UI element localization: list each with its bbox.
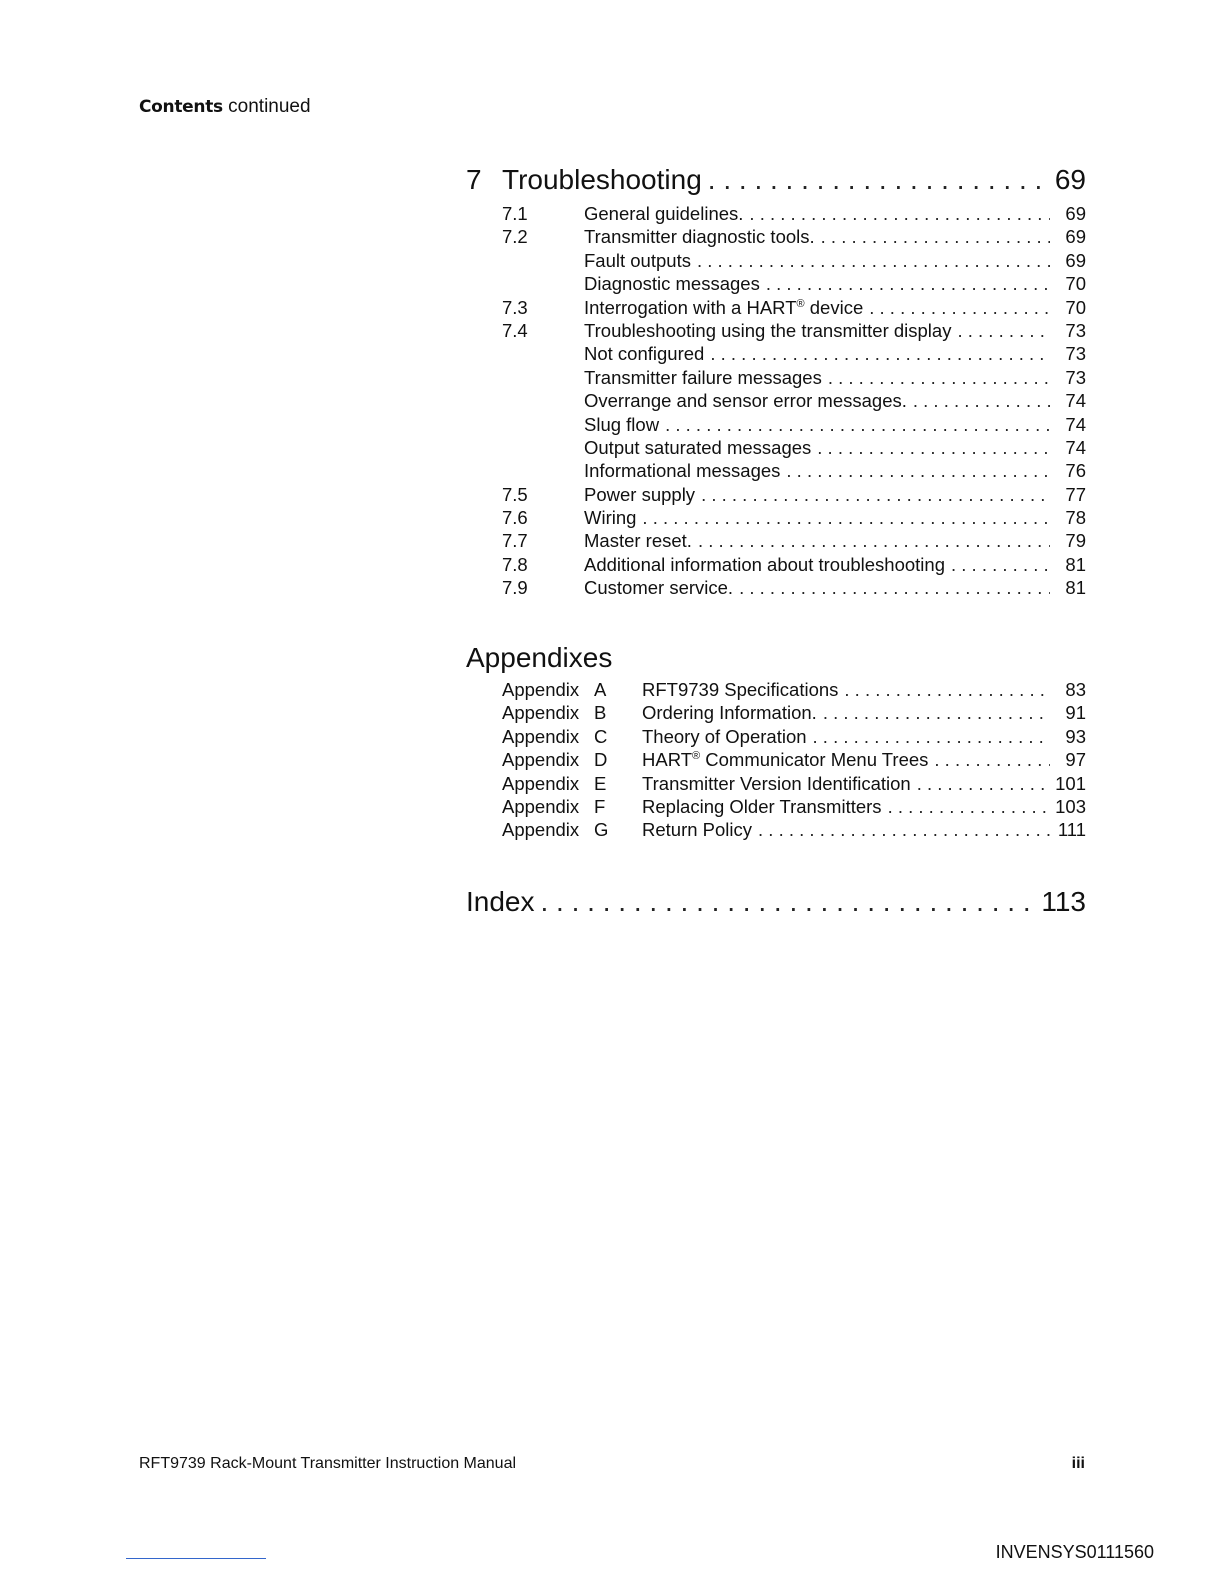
dot-leader	[844, 678, 1050, 701]
section-title: Power supply	[584, 483, 696, 505]
section-page: 70	[1065, 296, 1086, 318]
appendix-entry[interactable]	[466, 678, 1086, 701]
appendix-page: 101	[1055, 772, 1086, 794]
dot-leader	[828, 366, 1050, 389]
section-number: 7.2	[502, 226, 528, 248]
dot-leader	[766, 272, 1050, 295]
toc-entry[interactable]	[466, 529, 1086, 552]
appendix-entry[interactable]	[466, 795, 1086, 818]
dot-leader	[698, 529, 1050, 552]
appendix-label: Appendix	[502, 772, 580, 794]
appendix-letter: G	[594, 819, 609, 841]
section-page: 74	[1065, 413, 1086, 435]
title-part: Communicator Menu Trees	[700, 749, 929, 771]
appendix-label: Appendix	[502, 702, 580, 724]
appendix-label: Appendix	[502, 725, 580, 747]
section-number: 7.4	[502, 319, 528, 341]
section-title: Overrange and sensor error messages.	[584, 390, 907, 412]
appendix-entry[interactable]	[466, 748, 1086, 771]
section-number: 7.6	[502, 507, 528, 529]
toc-entry[interactable]	[466, 319, 1086, 342]
section-page: 78	[1065, 507, 1086, 529]
dot-leader	[813, 725, 1050, 748]
toc-entry[interactable]	[466, 459, 1086, 482]
appendix-title: Return Policy	[642, 819, 753, 841]
appendix-label: Appendix	[502, 795, 580, 817]
footer-page-number: iii	[1071, 1455, 1085, 1472]
toc-entry[interactable]	[466, 202, 1086, 225]
dot-leader	[701, 483, 1050, 506]
dot-leader	[951, 553, 1050, 576]
appendix-label: Appendix	[502, 749, 580, 771]
appendix-page: 93	[1065, 725, 1086, 747]
section-number: 7.1	[502, 203, 528, 224]
toc-entry[interactable]	[466, 225, 1086, 248]
section-page: 77	[1065, 483, 1086, 505]
dot-leader	[934, 748, 1050, 771]
section-title: Additional information about troubleshooting	[584, 553, 945, 575]
appendix-title: Ordering Information.	[642, 702, 817, 724]
section-page: 74	[1065, 390, 1086, 412]
chapter-page: 69	[1054, 164, 1086, 195]
appendixes-heading: Appendixes	[466, 642, 613, 673]
section-page: 73	[1065, 366, 1086, 388]
section-page: 76	[1065, 460, 1086, 482]
section-title: General guidelines.	[584, 203, 744, 224]
appendix-page: 111	[1057, 819, 1086, 841]
appendix-title: Transmitter Version Identification	[642, 772, 911, 794]
section-title: Diagnostic messages	[584, 273, 760, 295]
section-title: Slug flow	[584, 413, 660, 435]
dot-leader	[957, 319, 1050, 342]
section-number: 7.9	[502, 577, 528, 599]
chapter-number: 7	[466, 164, 482, 195]
dot-leader	[817, 436, 1050, 459]
appendix-label: Appendix	[502, 819, 580, 841]
dot-leader	[821, 225, 1050, 248]
toc-entry[interactable]	[466, 553, 1086, 576]
registered-mark: ®	[692, 750, 701, 763]
dot-leader	[913, 389, 1050, 412]
appendix-letter: C	[594, 725, 608, 747]
bates-number: INVENSYS0111560	[995, 1542, 1154, 1562]
appendix-entry[interactable]	[466, 772, 1086, 795]
toc-entry[interactable]	[466, 576, 1086, 599]
appendix-title: Theory of Operation	[642, 725, 807, 747]
toc-entry[interactable]	[466, 389, 1086, 412]
title-part: HART	[642, 749, 693, 771]
footer-manual-title: RFT9739 Rack-Mount Transmitter Instruction Manual	[139, 1455, 517, 1472]
appendix-page: 97	[1065, 749, 1086, 771]
appendix-letter: E	[594, 772, 607, 794]
section-number: 7.8	[502, 553, 528, 575]
appendix-entry[interactable]	[466, 725, 1086, 748]
section-title: Wiring	[584, 507, 637, 529]
dot-leader	[541, 882, 1036, 922]
appendix-title: Replacing Older Transmitters	[642, 795, 882, 817]
section-title: Transmitter failure messages	[584, 366, 822, 388]
dot-leader	[665, 413, 1050, 436]
section-title: Informational messages	[584, 460, 781, 482]
section-number: 7.3	[502, 296, 528, 318]
section-number: 7.5	[502, 483, 528, 505]
dot-leader	[708, 160, 1049, 200]
toc-index	[466, 882, 1086, 922]
appendix-title	[642, 748, 934, 771]
dot-leader	[642, 506, 1050, 529]
section-title: Troubleshooting using the transmitter display	[584, 319, 952, 341]
section-page: 69	[1065, 249, 1086, 271]
section-title: Master reset.	[584, 530, 692, 552]
section-page: 70	[1065, 273, 1086, 295]
header-bold: Contents	[139, 97, 223, 117]
toc-entry[interactable]	[466, 366, 1086, 389]
chapter-title: Troubleshooting	[502, 164, 702, 195]
dot-leader	[823, 701, 1050, 724]
section-page: 74	[1065, 436, 1086, 458]
appendix-letter: D	[594, 749, 608, 771]
section-page: 81	[1065, 577, 1086, 599]
dot-leader	[917, 772, 1049, 795]
toc-entry[interactable]	[466, 413, 1086, 436]
index-heading[interactable]	[466, 882, 1086, 922]
section-number: 7.7	[502, 530, 528, 552]
registered-mark: ®	[796, 297, 805, 310]
section-page: 79	[1065, 530, 1086, 552]
title-part: device	[804, 296, 864, 318]
toc-chapter-7	[466, 160, 1086, 600]
title-part: Interrogation with a HART	[584, 296, 797, 318]
dot-leader	[710, 342, 1050, 365]
appendix-page: 83	[1065, 679, 1086, 700]
section-page: 69	[1065, 226, 1086, 248]
dot-leader	[739, 576, 1050, 599]
dot-leader	[749, 202, 1050, 225]
toc-entry[interactable]	[466, 249, 1086, 272]
index-title: Index	[466, 886, 535, 917]
toc-appendixes	[466, 638, 1086, 842]
section-title: Fault outputs	[584, 249, 691, 271]
page-header	[139, 96, 311, 118]
toc-entry[interactable]	[466, 296, 1086, 319]
appendix-letter: A	[594, 679, 607, 700]
toc-entry[interactable]	[466, 272, 1086, 295]
appendix-entry[interactable]	[466, 818, 1086, 841]
section-page: 73	[1065, 343, 1086, 365]
section-title: Transmitter diagnostic tools.	[584, 226, 815, 248]
toc-entry[interactable]	[466, 506, 1086, 529]
appendix-letter: B	[594, 702, 607, 724]
link-underline	[126, 1558, 266, 1559]
section-title	[584, 296, 869, 319]
section-page: 81	[1065, 553, 1086, 575]
appendix-title: RFT9739 Specifications	[642, 679, 839, 700]
dot-leader	[888, 795, 1050, 818]
section-page: 69	[1065, 203, 1086, 224]
section-page: 73	[1065, 319, 1086, 341]
toc-entry[interactable]	[466, 436, 1086, 459]
chapter-heading[interactable]	[466, 160, 1086, 200]
dot-leader	[697, 249, 1050, 272]
section-title: Not configured	[584, 343, 705, 365]
appendix-letter: F	[594, 795, 606, 817]
section-title: Output saturated messages	[584, 436, 812, 458]
dot-leader	[758, 818, 1050, 841]
appendix-page: 103	[1055, 795, 1086, 817]
appendix-entry[interactable]	[466, 701, 1086, 724]
header-rest: continued	[228, 96, 311, 117]
dot-leader	[869, 296, 1050, 319]
dot-leader	[786, 459, 1050, 482]
index-page: 113	[1041, 886, 1086, 917]
appendix-label: Appendix	[502, 679, 580, 700]
section-title: Customer service.	[584, 577, 734, 599]
toc-entry[interactable]	[466, 483, 1086, 506]
appendix-page: 91	[1065, 702, 1086, 724]
toc-entry[interactable]	[466, 342, 1086, 365]
